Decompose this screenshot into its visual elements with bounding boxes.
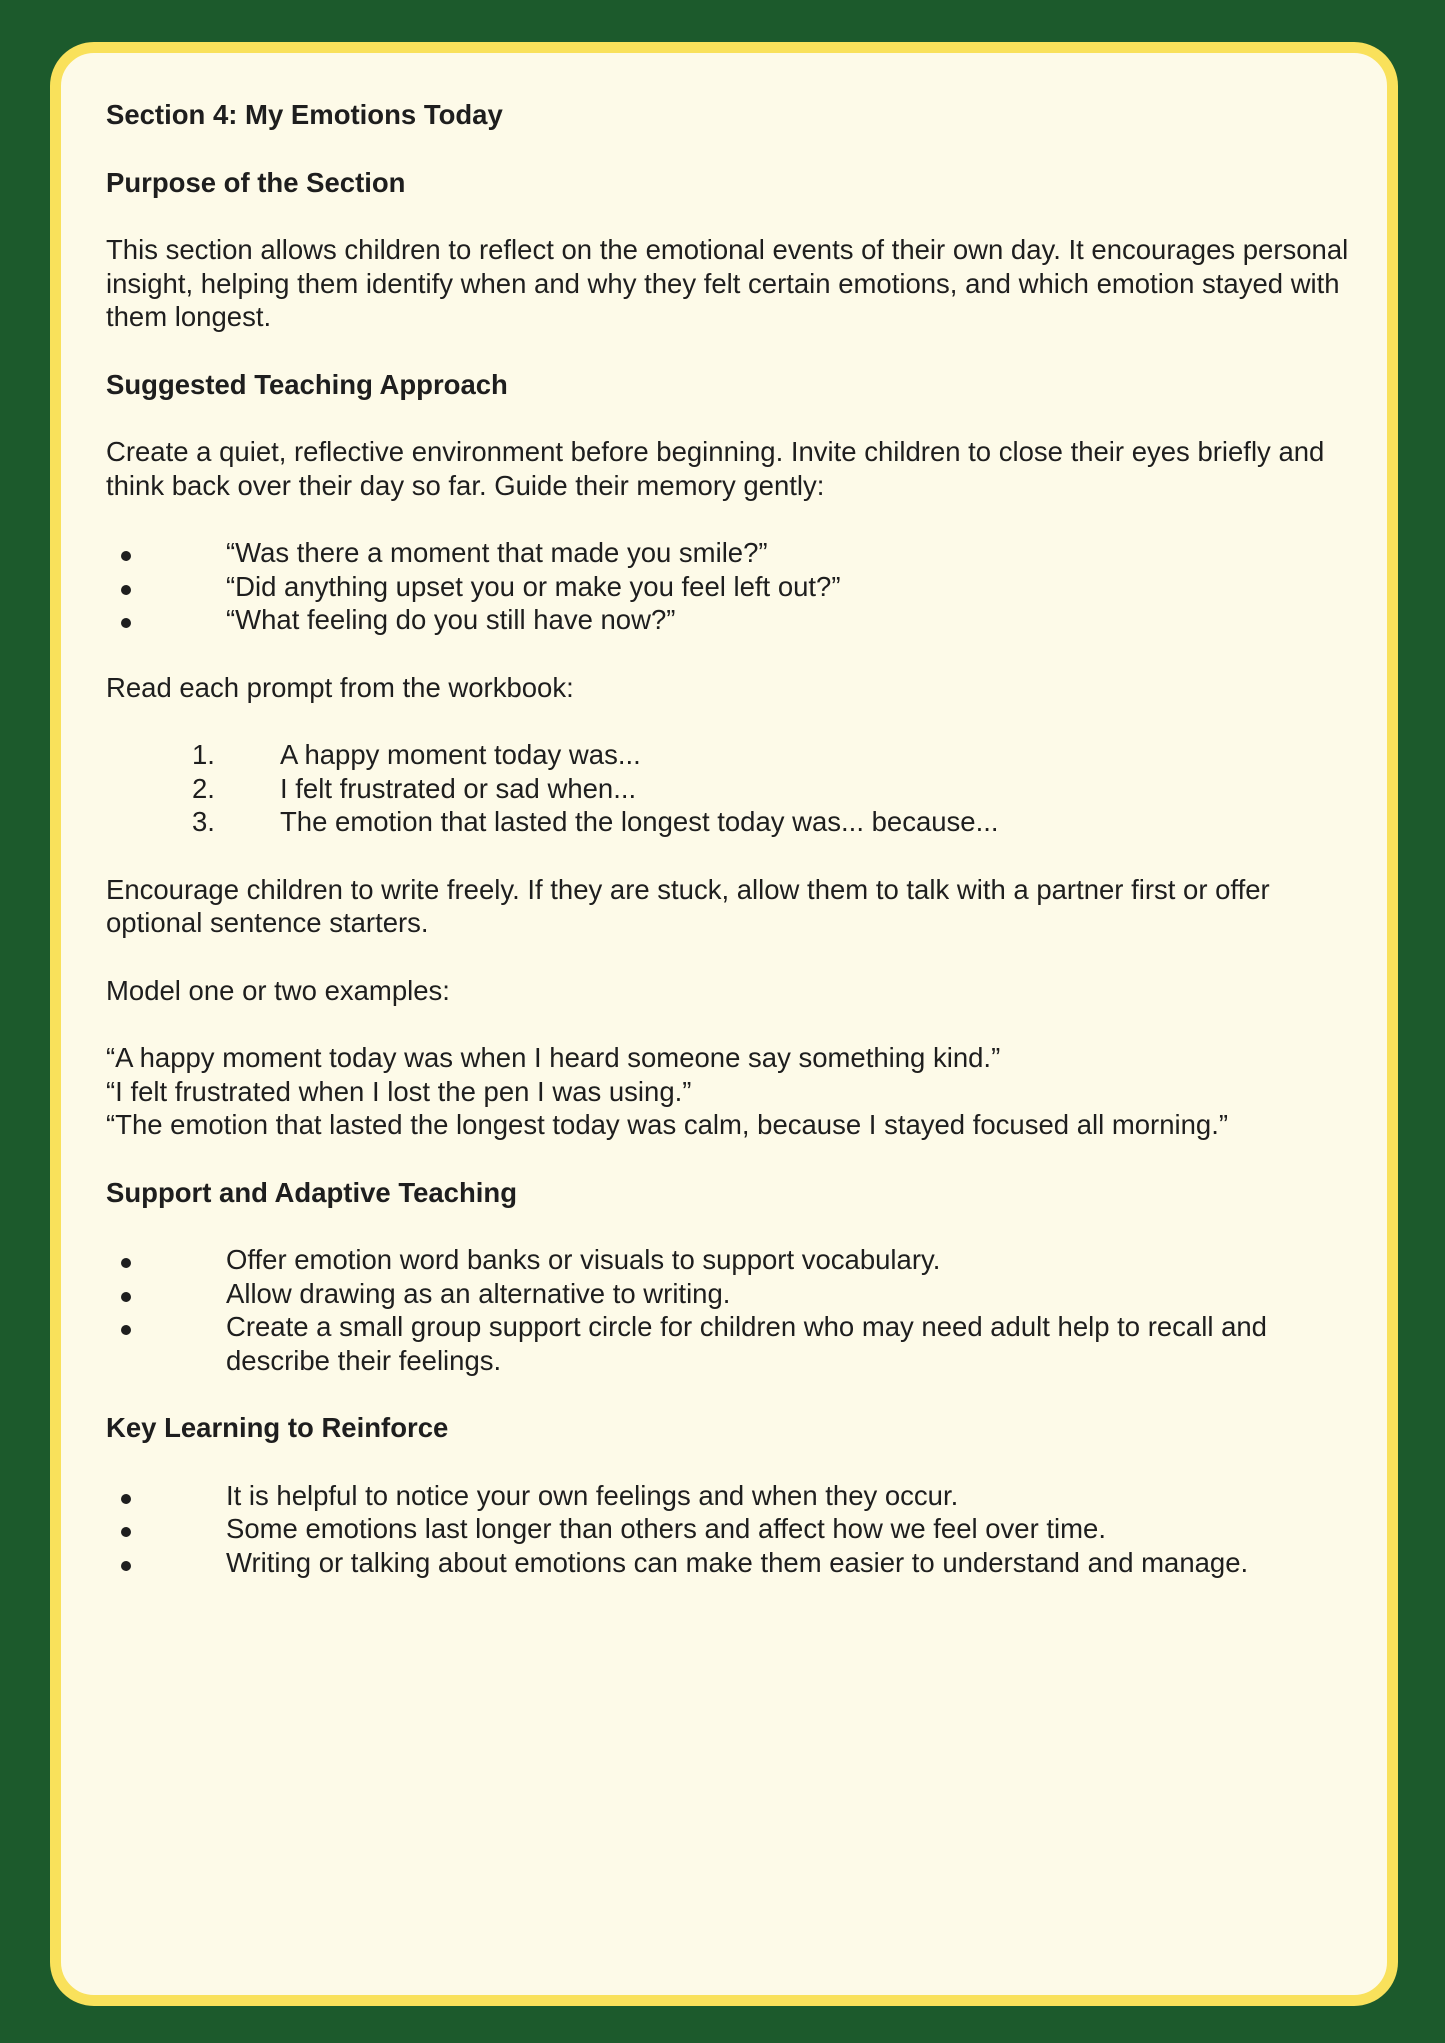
example-line: “A happy moment today was when I heard someone say something kind.” bbox=[106, 1042, 1001, 1073]
support-heading: Support and Adaptive Teaching bbox=[106, 1176, 517, 1208]
bullet-icon bbox=[121, 1258, 131, 1268]
question-list bbox=[106, 536, 1356, 637]
approach-heading: Suggested Teaching Approach bbox=[106, 368, 508, 400]
purpose-text: This section allows children to reflect on the emotional events of their own day. It encourages personal insight, helping them identify when and why they felt certain emotions, and which emotion stayed with them longest. bbox=[106, 234, 1349, 332]
bullet-icon bbox=[121, 585, 131, 595]
bullet-icon bbox=[121, 551, 131, 561]
list-item: “Was there a moment that made you smile?” bbox=[106, 536, 1356, 570]
example-block bbox=[106, 1041, 1356, 1142]
bullet-icon bbox=[121, 1527, 131, 1537]
list-item: “Did anything upset you or make you feel left out?” bbox=[106, 570, 1356, 604]
bullet-icon bbox=[121, 1325, 131, 1335]
example-line: “The emotion that lasted the longest today was calm, because I stayed focused all morning.” bbox=[106, 1109, 1228, 1140]
example-line: “I felt frustrated when I lost the pen I was using.” bbox=[106, 1075, 692, 1107]
encourage-text: Encourage children to write freely. If they are stuck, allow them to talk with a partner first or offer optional sentence starters. bbox=[106, 873, 1270, 938]
document-content bbox=[106, 98, 1356, 1579]
list-item: 3. The emotion that lasted the longest today was... because... bbox=[192, 806, 999, 837]
bullet-icon bbox=[121, 1494, 131, 1504]
support-list bbox=[106, 1243, 1356, 1377]
purpose-heading: Purpose of the Section bbox=[106, 166, 406, 198]
approach-intro: Create a quiet, reflective environment before beginning. Invite children to close their eyes briefly and think back over their day so far. Guide their memory gently: bbox=[106, 436, 1325, 501]
list-item: Create a small group support circle for children who may need adult help to recall and describe their feelings. bbox=[106, 1310, 1356, 1377]
model-intro: Model one or two examples: bbox=[106, 974, 450, 1006]
prompt-list bbox=[106, 738, 1356, 839]
list-item: Writing or talking about emotions can make them easier to understand and manage. bbox=[106, 1546, 1356, 1580]
section-title: Section 4: My Emotions Today bbox=[106, 99, 503, 130]
bullet-icon bbox=[121, 1292, 131, 1302]
list-item: It is helpful to notice your own feelings and when they occur. bbox=[106, 1479, 1356, 1513]
list-item: “What feeling do you still have now?” bbox=[106, 603, 1356, 637]
list-item: Offer emotion word banks or visuals to support vocabulary. bbox=[106, 1243, 1356, 1277]
list-item: 1. A happy moment today was... bbox=[192, 739, 641, 770]
bullet-icon bbox=[121, 1561, 131, 1571]
list-item: Some emotions last longer than others and affect how we feel over time. bbox=[106, 1512, 1356, 1546]
key-learning-heading: Key Learning to Reinforce bbox=[106, 1412, 449, 1443]
list-item: 2. I felt frustrated or sad when... bbox=[192, 772, 637, 804]
list-item: Allow drawing as an alternative to writing. bbox=[106, 1277, 1356, 1311]
prompt-intro: Read each prompt from the workbook: bbox=[106, 671, 574, 703]
key-learning-list bbox=[106, 1479, 1356, 1580]
bullet-icon bbox=[121, 618, 131, 628]
